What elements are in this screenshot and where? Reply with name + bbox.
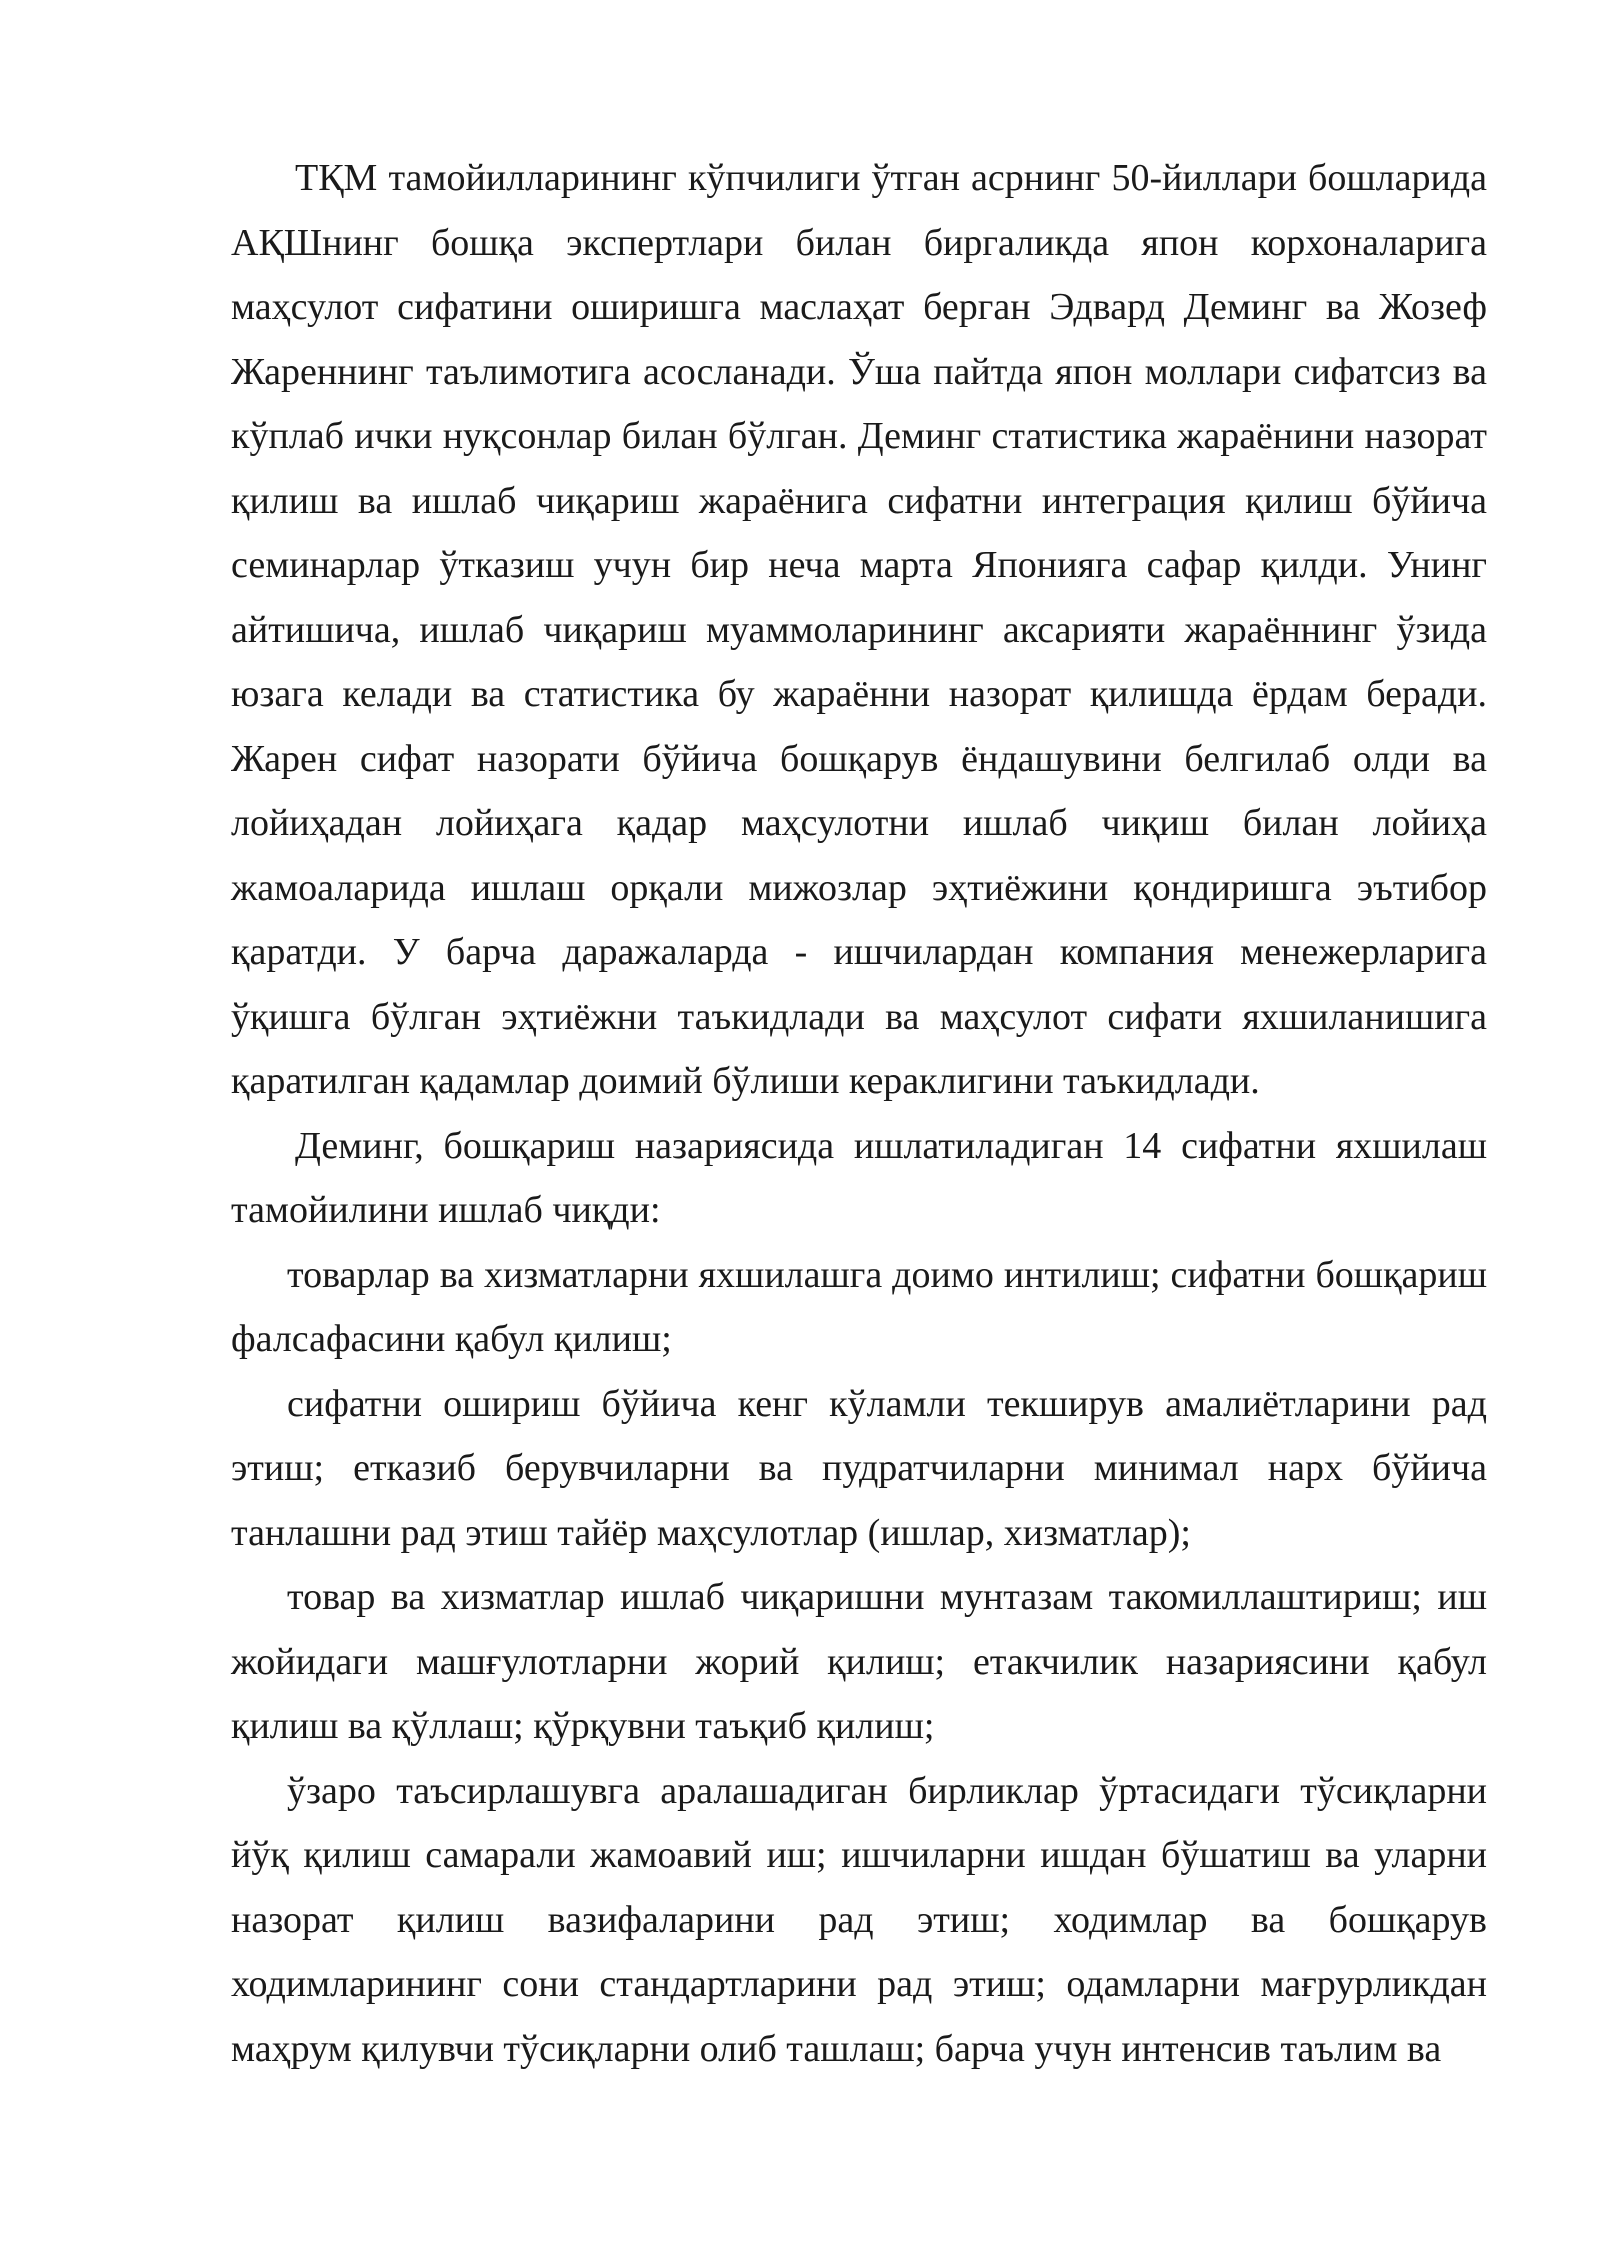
list-item: товар ва хизматлар ишлаб чиқаришни мунтазам такомиллаштириш; иш жойидаги машғулотларни жорий қилиш; етакчилик назариясини қабул қилиш ва қўллаш; қўрқувни таъқиб қилиш; xyxy=(231,1576,1487,1747)
paragraph-deming-principles: Деминг, бошқариш назариясида ишлатиладиган 14 сифатни яхшилаш тамойилини ишлаб чиқди: xyxy=(231,1124,1487,1231)
list-item: ўзаро таъсирлашувга аралашадиган бирликлар ўртасидаги тўсиқларни йўқ қилиш самарали жамоавий иш; ишчиларни ишдан бўшатиш ва уларни назорат қилиш вазифаларини рад этиш; ходимлар ва бошқарув ходимларининг сони стандартларини рад этиш; одамларни мағрурликдан маҳрум қилувчи тўсиқларни олиб ташлаш; барча учун интенсив таълим ва xyxy=(231,1769,1487,2070)
paragraph-tqm-intro: ТҚМ тамойилларининг кўпчилиги ўтган асрнинг 50-йиллари бошларида АҚШнинг бошқа экспертлари билан биргаликда япон корхоналарига маҳсулот сифатини оширишга маслаҳат берган Эдвард Деминг ва Жозеф Жареннинг таълимотига асосланади. Ўша пайтда япон моллари сифатсиз ва кўплаб ички нуқсонлар билан бўлган. Деминг статистика жараёнини назорат қилиш ва ишлаб чиқариш жараёнига сифатни интеграция қилиш бўйича семинарлар ўтказиш учун бир неча марта Японияга сафар қилди. Унинг айтишича, ишлаб чиқариш муаммоларининг аксарияти жараённинг ўзида юзага келади ва статистика бу жараённи назорат қилишда ёрдам беради. Жарен сифат назорати бўйича бошқарув ёндашувини белгилаб олди ва лойиҳадан лойиҳага қадар маҳсулотни ишлаб чиқиш билан лойиҳа жамоаларида ишлаш орқали мижозлар эҳтиёжини қондиришга эътибор қаратди. У барча даражаларда - ишчилардан компания менежерларига ўқишга бўлган эҳтиёжни таъкидлади ва маҳсулот сифати яхшиланишига қаратилган қадамлар доимий бўлиши кераклигини таъкидлади. xyxy=(231,157,1487,1102)
list-item: сифатни ошириш бўйича кенг кўламли текширув амалиётларини рад этиш; етказиб берувчиларни ва пудратчиларни минимал нарх бўйича танлашни рад этиш тайёр маҳсулотлар (ишлар, хизматлар); xyxy=(231,1382,1487,1554)
list-item: товарлар ва хизматларни яхшилашга доимо интилиш; сифатни бошқариш фалсафасини қабул қилиш; xyxy=(231,1253,1487,1360)
body-text xyxy=(231,146,1487,2081)
